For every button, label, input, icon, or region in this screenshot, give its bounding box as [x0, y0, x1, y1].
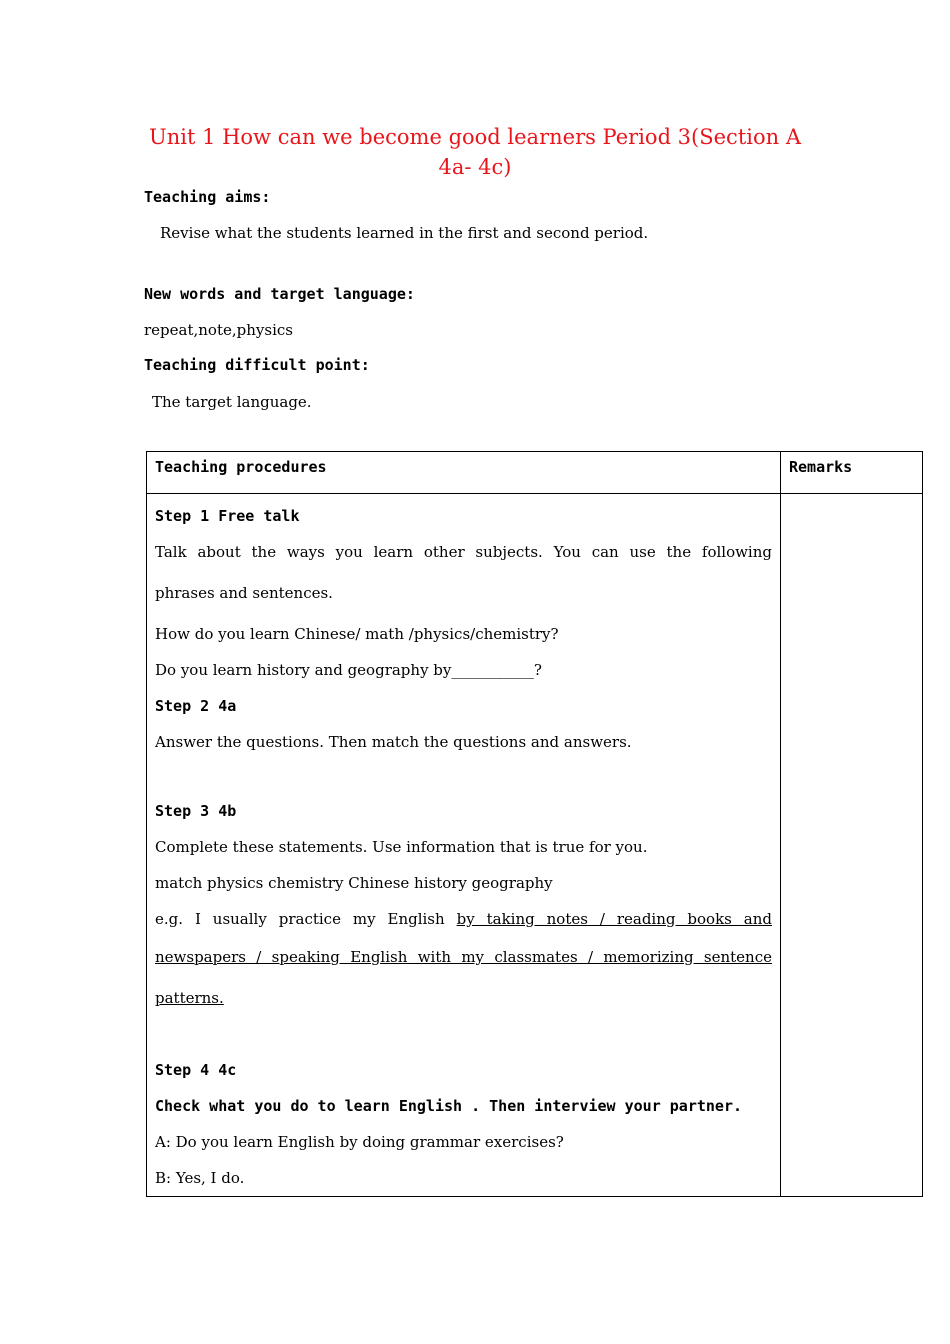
example-underlined-3: patterns. [155, 989, 224, 1007]
step3-heading: Step 3 4b [155, 802, 237, 820]
table-header-row [147, 452, 923, 494]
step1-line1: Talk about the ways you learn other subjects. You can use the following [155, 543, 772, 561]
step2-heading: Step 2 4a [155, 697, 237, 715]
step3-example-line2: newspapers / speaking English with my classmates / memorizing sentence [155, 948, 772, 966]
table-body-row [147, 494, 923, 1197]
title-line-2: 4a- 4c) [438, 155, 512, 179]
difficult-point-heading: Teaching difficult point: [144, 356, 370, 374]
step2-line1: Answer the questions. Then match the questions and answers. [155, 733, 632, 751]
new-words-heading: New words and target language: [144, 285, 415, 303]
teaching-aims-heading: Teaching aims: [144, 188, 271, 206]
procedures-cell [147, 494, 781, 1197]
title-line-1: Unit 1 How can we become good learners Period 3(Section A [149, 125, 801, 149]
remarks-cell [781, 494, 923, 1197]
header-procedures-cell [147, 452, 781, 494]
example-prefix: e.g. I usually practice my English [155, 910, 457, 928]
step4-line1: Check what you do to learn English . Then interview your partner. [155, 1097, 742, 1115]
spacer [155, 760, 772, 793]
step1-line4 [155, 652, 772, 688]
header-remarks-cell [781, 452, 923, 494]
step3-example-line1 [155, 901, 772, 937]
step1-heading: Step 1 Free talk [155, 507, 300, 525]
step4-line2: A: Do you learn English by doing grammar exercises? [155, 1133, 564, 1151]
step3-line1: Complete these statements. Use information that is true for you. [155, 838, 648, 856]
example-underlined-1: by taking notes / reading books and [456, 910, 772, 928]
step1-line3: How do you learn Chinese/ math /physics/chemistry? [155, 625, 559, 643]
new-words-text: repeat,note,physics [144, 321, 293, 339]
step3-example-line3 [155, 978, 772, 1019]
step1-line2: phrases and sentences. [155, 584, 333, 602]
remarks-content [781, 494, 922, 498]
step1-line4-prefix: Do you learn history and geography by [155, 661, 452, 679]
procedures-table [146, 451, 923, 1197]
answer-blank: ___________ [451, 661, 534, 679]
step3-line2: match physics chemistry Chinese history geography [155, 874, 553, 892]
spacer [155, 1019, 772, 1052]
step4-line3: B: Yes, I do. [155, 1169, 245, 1187]
header-remarks: Remarks [789, 458, 853, 476]
teaching-aims-text: Revise what the students learned in the first and second period. [160, 224, 649, 242]
step1-line4-suffix: ? [533, 661, 542, 679]
document-title [140, 122, 810, 182]
step4-heading: Step 4 4c [155, 1061, 237, 1079]
difficult-point-text: The target language. [152, 393, 312, 411]
header-procedures: Teaching procedures [155, 458, 327, 476]
